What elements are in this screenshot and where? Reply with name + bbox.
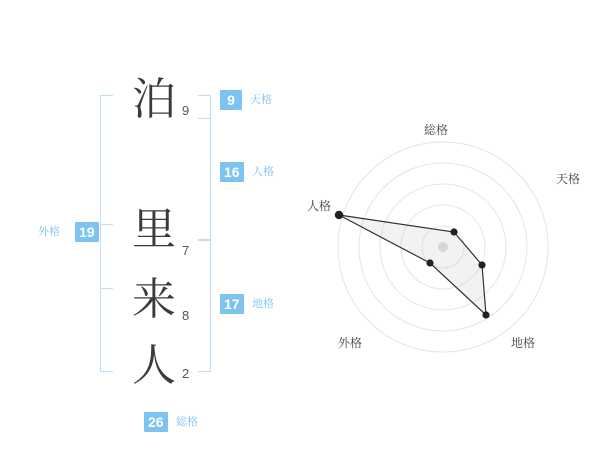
score-badge-soukaku: 26 (144, 412, 168, 432)
radar-point-chikaku (482, 311, 489, 318)
kanji-char-3: 来 (132, 274, 176, 325)
kanji-stroke-3: 8 (182, 308, 190, 323)
bracket-jinkaku (198, 118, 211, 240)
radar-point-soukaku (450, 228, 457, 235)
score-label-jinkaku: 人格 (252, 166, 274, 178)
bracket-gaikaku-upper (100, 95, 113, 225)
score-badge-chikaku: 17 (220, 294, 244, 314)
score-badge-jinkaku: 16 (220, 162, 244, 182)
radar-axis-label-chikaku: 地格 (511, 336, 536, 350)
kanji-stroke-4: 2 (182, 366, 190, 381)
radar-chart (300, 0, 600, 470)
kanji-char-4: 人 (132, 340, 176, 391)
bracket-chikaku (198, 240, 211, 372)
score-label-tenkaku: 天格 (250, 94, 272, 106)
radar-chart-svg (300, 0, 600, 470)
radar-axis-label-gaikaku: 外格 (338, 336, 363, 350)
score-label-gaikaku: 外格 (38, 226, 60, 238)
bracket-gaikaku-spine (100, 95, 101, 370)
radar-point-gaikaku (426, 259, 433, 266)
score-label-soukaku: 総格 (176, 416, 198, 428)
radar-axis-label-jinkaku: 人格 (307, 199, 332, 213)
radar-axis-label-soukaku: 総格 (424, 123, 449, 137)
kanji-stroke-2: 7 (182, 243, 190, 258)
score-badge-gaikaku: 19 (75, 222, 99, 242)
radar-point-jinkaku (335, 211, 343, 219)
score-badge-tenkaku: 9 (220, 90, 242, 110)
radar-point-tenkaku (478, 261, 485, 268)
score-label-chikaku: 地格 (252, 298, 274, 310)
bracket-gaikaku-lower (100, 288, 113, 372)
bracket-tenkaku (198, 95, 211, 119)
kanji-stroke-1: 9 (182, 103, 190, 118)
kanji-char-2: 里 (132, 204, 176, 255)
name-stroke-diagram (0, 0, 300, 470)
kanji-char-1: 泊 (132, 74, 176, 125)
radar-axis-label-tenkaku: 天格 (556, 172, 581, 186)
